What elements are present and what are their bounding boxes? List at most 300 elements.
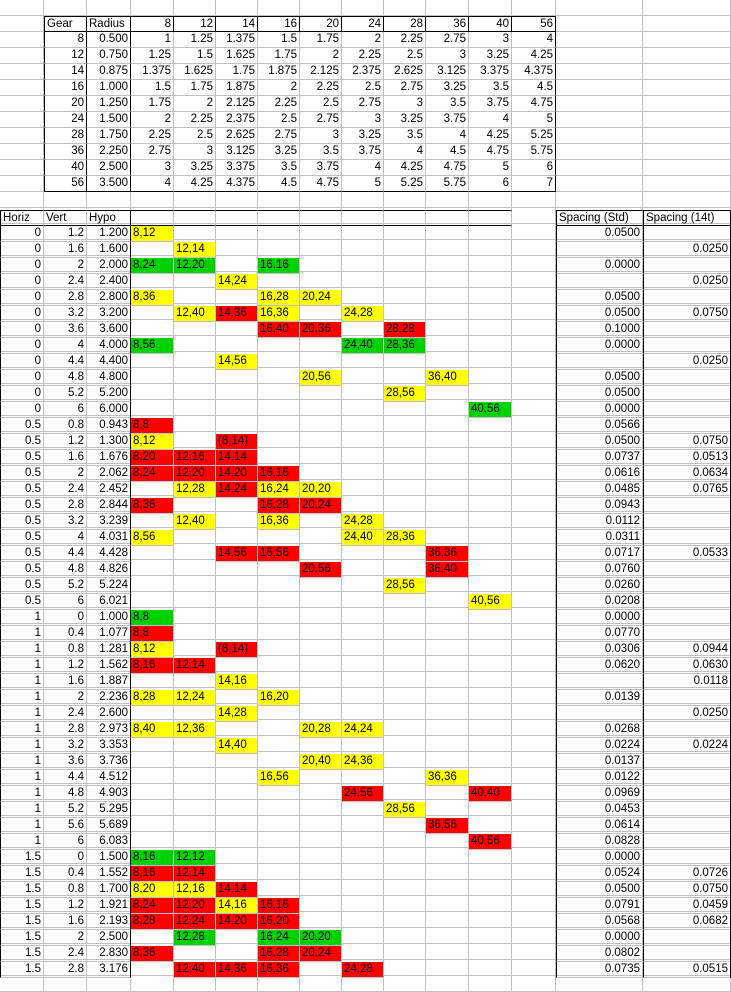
empty-cell[interactable] [469, 688, 512, 704]
empty-cell[interactable] [384, 400, 426, 416]
empty-cell[interactable] [384, 256, 426, 272]
spacing-std-cell[interactable]: 0.0943 [556, 498, 643, 514]
gear-table-cell[interactable]: 2 [258, 80, 300, 96]
gear-table-cell[interactable]: 4.375 [216, 176, 258, 192]
vert-cell[interactable]: 1.2 [44, 658, 87, 674]
vert-cell[interactable]: 3.6 [44, 322, 87, 338]
empty-cell[interactable] [512, 560, 556, 576]
spacing-std-cell[interactable]: 0.0969 [556, 786, 643, 802]
gear-table-cell[interactable]: 1.375 [131, 64, 174, 80]
gear-table-cell[interactable]: 4.25 [384, 160, 426, 176]
spacing-std-cell[interactable] [556, 242, 643, 258]
empty-cell[interactable] [174, 224, 216, 240]
empty-cell[interactable] [342, 768, 384, 784]
gear-table-cell[interactable]: 3.75 [426, 112, 469, 128]
gear-table-cell[interactable]: 1.25 [131, 48, 174, 64]
empty-cell[interactable] [426, 496, 469, 512]
spacing-header-cell[interactable] [342, 210, 384, 226]
horiz-cell[interactable]: 1 [0, 706, 44, 722]
horiz-cell[interactable]: 1.5 [0, 930, 44, 946]
gear-table-cell[interactable]: 3.25 [384, 112, 426, 128]
empty-cell[interactable] [131, 320, 174, 336]
empty-cell[interactable] [512, 192, 556, 208]
gear-table-cell[interactable]: 3.5 [384, 128, 426, 144]
hypo-cell[interactable]: 1.500 [87, 850, 131, 866]
gear-table-cell[interactable]: 5 [469, 160, 512, 176]
horiz-cell[interactable]: 0.5 [0, 530, 44, 546]
empty-cell[interactable] [216, 0, 258, 16]
empty-cell[interactable] [300, 784, 342, 800]
spacing-14t-cell[interactable]: 0.0250 [643, 354, 731, 370]
empty-cell[interactable] [216, 816, 258, 832]
gear-pair-cell[interactable]: 16,16 [258, 258, 300, 274]
spacing-14t-cell[interactable] [643, 626, 731, 642]
empty-cell[interactable] [556, 192, 643, 208]
empty-cell[interactable] [174, 592, 216, 608]
empty-cell[interactable] [300, 816, 342, 832]
gear-pair-cell[interactable]: 8,28 [131, 690, 174, 706]
gear-table-cell[interactable]: 4 [131, 176, 174, 192]
empty-cell[interactable] [469, 752, 512, 768]
gear-header-cell[interactable]: 8 [131, 16, 174, 32]
spacing-std-cell[interactable]: 0.0311 [556, 530, 643, 546]
vert-cell[interactable]: 0 [44, 610, 87, 626]
spacing-14t-cell[interactable] [643, 786, 731, 802]
empty-cell[interactable] [174, 320, 216, 336]
gear-table-cell[interactable]: 1.25 [174, 32, 216, 48]
empty-cell[interactable] [300, 432, 342, 448]
empty-cell[interactable] [469, 736, 512, 752]
empty-cell[interactable] [512, 736, 556, 752]
gear-pair-cell[interactable]: 16,24 [258, 930, 300, 946]
empty-cell[interactable] [174, 192, 216, 208]
spacing-14t-cell[interactable] [643, 530, 731, 546]
gear-table-cell[interactable]: 4.75 [512, 96, 556, 112]
empty-cell[interactable] [384, 864, 426, 880]
empty-cell[interactable] [384, 432, 426, 448]
horiz-cell[interactable]: 0.5 [0, 514, 44, 530]
gear-table-cell[interactable]: 20 [44, 96, 87, 112]
gear-table-cell[interactable]: 4 [469, 112, 512, 128]
horiz-cell[interactable]: 1 [0, 610, 44, 626]
empty-cell[interactable] [342, 704, 384, 720]
vert-cell[interactable]: 4.8 [44, 786, 87, 802]
vert-cell[interactable]: 6 [44, 834, 87, 850]
empty-cell[interactable] [216, 320, 258, 336]
gear-pair-cell[interactable]: 36,40 [426, 370, 469, 386]
spacing-14t-cell[interactable] [643, 386, 731, 402]
empty-cell[interactable] [469, 224, 512, 240]
empty-cell[interactable] [426, 224, 469, 240]
gear-pair-cell[interactable]: 12,40 [174, 306, 216, 322]
empty-cell[interactable] [512, 976, 556, 992]
spacing-14t-cell[interactable]: 0.0634 [643, 466, 731, 482]
empty-cell[interactable] [174, 752, 216, 768]
spacing-14t-cell[interactable] [643, 834, 731, 850]
empty-cell[interactable] [556, 0, 643, 16]
empty-cell[interactable] [512, 624, 556, 640]
empty-cell[interactable] [342, 672, 384, 688]
spacing-std-cell[interactable]: 0.0139 [556, 690, 643, 706]
spacing-header-cell[interactable]: Spacing (Std) [556, 210, 643, 226]
empty-cell[interactable] [426, 432, 469, 448]
vert-cell[interactable]: 0.8 [44, 418, 87, 434]
empty-cell[interactable] [469, 240, 512, 256]
gear-table-cell[interactable]: 5 [342, 176, 384, 192]
empty-cell[interactable] [131, 784, 174, 800]
empty-cell[interactable] [469, 272, 512, 288]
empty-cell[interactable] [384, 592, 426, 608]
spacing-std-cell[interactable]: 0.0828 [556, 834, 643, 850]
horiz-cell[interactable]: 1 [0, 770, 44, 786]
hypo-cell[interactable]: 0.943 [87, 418, 131, 434]
empty-cell[interactable] [342, 880, 384, 896]
empty-cell[interactable] [469, 480, 512, 496]
gear-header-cell[interactable]: 36 [426, 16, 469, 32]
gear-pair-cell[interactable]: 14,20 [216, 914, 258, 930]
gear-pair-cell[interactable]: 14,36 [216, 962, 258, 978]
hypo-cell[interactable]: 6.021 [87, 594, 131, 610]
hypo-cell[interactable]: 2.600 [87, 706, 131, 722]
empty-cell[interactable] [216, 256, 258, 272]
spacing-std-cell[interactable]: 0.0524 [556, 866, 643, 882]
empty-cell[interactable] [426, 512, 469, 528]
empty-cell[interactable] [512, 544, 556, 560]
gear-header-cell[interactable]: 12 [174, 16, 216, 32]
empty-cell[interactable] [426, 256, 469, 272]
gear-table-cell[interactable]: 1.000 [87, 80, 131, 96]
spacing-header-cell[interactable] [174, 210, 216, 226]
empty-cell[interactable] [384, 816, 426, 832]
empty-cell[interactable] [384, 704, 426, 720]
empty-cell[interactable] [512, 928, 556, 944]
empty-cell[interactable] [342, 944, 384, 960]
spacing-std-cell[interactable]: 0.0614 [556, 818, 643, 834]
vert-cell[interactable]: 5.6 [44, 818, 87, 834]
empty-cell[interactable] [384, 960, 426, 976]
spacing-14t-cell[interactable] [643, 290, 731, 306]
empty-cell[interactable] [216, 192, 258, 208]
vert-cell[interactable]: 1.2 [44, 898, 87, 914]
empty-cell[interactable] [426, 880, 469, 896]
empty-cell[interactable] [643, 144, 731, 160]
gear-pair-cell[interactable]: 28,56 [384, 578, 426, 594]
empty-cell[interactable] [426, 896, 469, 912]
empty-cell[interactable] [426, 400, 469, 416]
gear-table-cell[interactable]: 56 [44, 176, 87, 192]
empty-cell[interactable] [131, 704, 174, 720]
empty-cell[interactable] [643, 976, 731, 992]
empty-cell[interactable] [258, 272, 300, 288]
spacing-header-cell[interactable] [469, 210, 512, 226]
empty-cell[interactable] [0, 32, 44, 48]
empty-cell[interactable] [131, 816, 174, 832]
hypo-cell[interactable]: 1.600 [87, 242, 131, 258]
gear-header-cell[interactable]: 28 [384, 16, 426, 32]
empty-cell[interactable] [174, 816, 216, 832]
empty-cell[interactable] [556, 32, 643, 48]
gear-pair-cell[interactable]: 24,28 [342, 514, 384, 530]
empty-cell[interactable] [384, 368, 426, 384]
gear-table-cell[interactable]: 2.500 [87, 160, 131, 176]
horiz-cell[interactable]: 1 [0, 658, 44, 674]
gear-table-cell[interactable]: 36 [44, 144, 87, 160]
empty-cell[interactable] [342, 864, 384, 880]
horiz-cell[interactable]: 1 [0, 754, 44, 770]
gear-pair-cell[interactable]: 14,16 [216, 674, 258, 690]
empty-cell[interactable] [342, 464, 384, 480]
gear-pair-cell[interactable]: 14,16 [216, 898, 258, 914]
horiz-cell[interactable]: 1 [0, 722, 44, 738]
empty-cell[interactable] [131, 0, 174, 16]
gear-pair-cell[interactable]: 8,20 [131, 450, 174, 466]
hypo-cell[interactable]: 6.000 [87, 402, 131, 418]
empty-cell[interactable] [216, 720, 258, 736]
empty-cell[interactable] [512, 304, 556, 320]
empty-cell[interactable] [426, 976, 469, 992]
empty-cell[interactable] [300, 800, 342, 816]
spacing-std-cell[interactable]: 0.0224 [556, 738, 643, 754]
empty-cell[interactable] [469, 912, 512, 928]
gear-table-cell[interactable]: 3.75 [342, 144, 384, 160]
empty-cell[interactable] [426, 688, 469, 704]
empty-cell[interactable] [426, 592, 469, 608]
spacing-std-cell[interactable]: 0.0208 [556, 594, 643, 610]
horiz-cell[interactable]: 1.5 [0, 898, 44, 914]
gear-pair-cell[interactable]: 12,36 [174, 722, 216, 738]
gear-table-cell[interactable]: 2 [174, 96, 216, 112]
gear-table-cell[interactable]: 1.75 [174, 80, 216, 96]
empty-cell[interactable] [174, 768, 216, 784]
gear-pair-cell[interactable]: 16,20 [258, 914, 300, 930]
empty-cell[interactable] [342, 400, 384, 416]
empty-cell[interactable] [131, 368, 174, 384]
empty-cell[interactable] [556, 128, 643, 144]
empty-cell[interactable] [258, 416, 300, 432]
empty-cell[interactable] [512, 864, 556, 880]
empty-cell[interactable] [258, 816, 300, 832]
empty-cell[interactable] [469, 448, 512, 464]
gear-pair-cell[interactable]: 14,36 [216, 306, 258, 322]
gear-pair-cell[interactable]: 24,28 [342, 306, 384, 322]
gear-table-cell[interactable]: 3.5 [469, 80, 512, 96]
gear-pair-cell[interactable]: 14,28 [216, 706, 258, 722]
hypo-cell[interactable]: 4.000 [87, 338, 131, 354]
gear-table-cell[interactable]: 2.25 [131, 128, 174, 144]
empty-cell[interactable] [0, 976, 44, 992]
gear-pair-cell[interactable]: 24,36 [342, 754, 384, 770]
spacing-std-cell[interactable]: 0.0000 [556, 850, 643, 866]
gear-table-cell[interactable]: 3.500 [87, 176, 131, 192]
empty-cell[interactable] [342, 928, 384, 944]
gear-pair-cell[interactable]: 28,56 [384, 386, 426, 402]
hypo-cell[interactable]: 1.700 [87, 882, 131, 898]
gear-table-cell[interactable]: 6 [512, 160, 556, 176]
empty-cell[interactable] [469, 880, 512, 896]
gear-pair-cell[interactable]: 8,12 [131, 226, 174, 242]
empty-cell[interactable] [216, 608, 258, 624]
empty-cell[interactable] [469, 576, 512, 592]
empty-cell[interactable] [643, 128, 731, 144]
hypo-cell[interactable]: 5.295 [87, 802, 131, 818]
gear-pair-cell[interactable]: 20,40 [300, 754, 342, 770]
empty-cell[interactable] [174, 496, 216, 512]
empty-cell[interactable] [512, 528, 556, 544]
empty-cell[interactable] [174, 560, 216, 576]
empty-cell[interactable] [643, 96, 731, 112]
empty-cell[interactable] [174, 336, 216, 352]
empty-cell[interactable] [300, 688, 342, 704]
gear-pair-cell[interactable]: 12,24 [174, 690, 216, 706]
empty-cell[interactable] [556, 976, 643, 992]
spacing-14t-cell[interactable] [643, 498, 731, 514]
empty-cell[interactable] [384, 976, 426, 992]
gear-pair-cell[interactable]: 16,20 [258, 690, 300, 706]
empty-cell[interactable] [512, 0, 556, 16]
empty-cell[interactable] [426, 624, 469, 640]
empty-cell[interactable] [512, 464, 556, 480]
hypo-cell[interactable]: 1.887 [87, 674, 131, 690]
spacing-14t-cell[interactable] [643, 818, 731, 834]
gear-pair-cell[interactable]: 20,36 [300, 322, 342, 338]
gear-table-cell[interactable]: 3.25 [258, 144, 300, 160]
empty-cell[interactable] [258, 608, 300, 624]
empty-cell[interactable] [0, 128, 44, 144]
gear-table-cell[interactable]: 2.375 [216, 112, 258, 128]
spacing-std-cell[interactable]: 0.0000 [556, 338, 643, 354]
gear-table-cell[interactable]: 1.875 [216, 80, 258, 96]
gear-pair-cell[interactable]: 16,56 [258, 770, 300, 786]
gear-table-cell[interactable]: 1.625 [216, 48, 258, 64]
empty-cell[interactable] [426, 800, 469, 816]
horiz-cell[interactable]: 0.5 [0, 418, 44, 434]
horiz-cell[interactable]: 1 [0, 738, 44, 754]
empty-cell[interactable] [258, 864, 300, 880]
empty-cell[interactable] [512, 480, 556, 496]
gear-pair-cell[interactable]: 14,20 [216, 466, 258, 482]
gear-table-cell[interactable]: 5.75 [512, 144, 556, 160]
vert-cell[interactable]: 0.4 [44, 626, 87, 642]
empty-cell[interactable] [300, 640, 342, 656]
horiz-cell[interactable]: 0.5 [0, 578, 44, 594]
empty-cell[interactable] [384, 192, 426, 208]
empty-cell[interactable] [0, 160, 44, 176]
empty-cell[interactable] [469, 976, 512, 992]
gear-pair-cell[interactable]: 36,56 [426, 818, 469, 834]
gear-table-cell[interactable]: 5 [512, 112, 556, 128]
vert-cell[interactable]: 5.2 [44, 802, 87, 818]
empty-cell[interactable] [258, 592, 300, 608]
empty-cell[interactable] [512, 256, 556, 272]
gear-pair-cell[interactable]: 40,56 [469, 594, 512, 610]
gear-table-cell[interactable]: 3.75 [300, 160, 342, 176]
horiz-cell[interactable]: 1 [0, 642, 44, 658]
gear-table-cell[interactable]: 3.125 [426, 64, 469, 80]
empty-cell[interactable] [174, 272, 216, 288]
empty-cell[interactable] [342, 352, 384, 368]
empty-cell[interactable] [469, 848, 512, 864]
empty-cell[interactable] [216, 864, 258, 880]
empty-cell[interactable] [643, 64, 731, 80]
empty-cell[interactable] [174, 544, 216, 560]
empty-cell[interactable] [216, 928, 258, 944]
gear-table-cell[interactable]: 4 [384, 144, 426, 160]
gear-pair-cell[interactable]: 28,36 [384, 530, 426, 546]
empty-cell[interactable] [426, 240, 469, 256]
empty-cell[interactable] [512, 704, 556, 720]
empty-cell[interactable] [643, 112, 731, 128]
empty-cell[interactable] [87, 0, 131, 16]
spacing-14t-cell[interactable]: 0.0250 [643, 242, 731, 258]
vert-cell[interactable]: 2.8 [44, 722, 87, 738]
gear-table-cell[interactable]: 3.5 [300, 144, 342, 160]
spacing-header-cell[interactable] [216, 210, 258, 226]
vert-cell[interactable]: 1.6 [44, 242, 87, 258]
empty-cell[interactable] [512, 960, 556, 976]
empty-cell[interactable] [512, 576, 556, 592]
empty-cell[interactable] [342, 656, 384, 672]
gear-pair-cell[interactable]: 16,16 [258, 466, 300, 482]
empty-cell[interactable] [131, 800, 174, 816]
horiz-cell[interactable]: 1 [0, 802, 44, 818]
gear-pair-cell[interactable]: 8,20 [131, 882, 174, 898]
empty-cell[interactable] [258, 0, 300, 16]
hypo-cell[interactable]: 2.193 [87, 914, 131, 930]
empty-cell[interactable] [216, 592, 258, 608]
empty-cell[interactable] [131, 960, 174, 976]
empty-cell[interactable] [300, 656, 342, 672]
gear-pair-cell[interactable]: 12,40 [174, 514, 216, 530]
spacing-std-cell[interactable]: 0.0500 [556, 290, 643, 306]
gear-table-cell[interactable]: 4 [426, 128, 469, 144]
empty-cell[interactable] [426, 784, 469, 800]
empty-cell[interactable] [512, 672, 556, 688]
spacing-14t-cell[interactable] [643, 578, 731, 594]
empty-cell[interactable] [512, 208, 556, 224]
vert-cell[interactable]: 2 [44, 258, 87, 274]
vert-cell[interactable]: 2 [44, 466, 87, 482]
empty-cell[interactable] [469, 720, 512, 736]
empty-cell[interactable] [300, 672, 342, 688]
spacing-14t-cell[interactable]: 0.0750 [643, 434, 731, 450]
gear-table-cell[interactable]: 6 [469, 176, 512, 192]
horiz-cell[interactable]: 0 [0, 226, 44, 242]
gear-table-cell[interactable]: 5.25 [384, 176, 426, 192]
gear-table-cell[interactable]: 40 [44, 160, 87, 176]
empty-cell[interactable] [216, 848, 258, 864]
gear-pair-cell[interactable]: 16,24 [258, 482, 300, 498]
gear-table-cell[interactable]: 4.5 [426, 144, 469, 160]
empty-cell[interactable] [384, 944, 426, 960]
spacing-std-cell[interactable]: 0.0137 [556, 754, 643, 770]
horiz-cell[interactable]: 0.5 [0, 466, 44, 482]
empty-cell[interactable] [131, 384, 174, 400]
horiz-cell[interactable]: 0 [0, 402, 44, 418]
empty-cell[interactable] [300, 448, 342, 464]
empty-cell[interactable] [512, 784, 556, 800]
gear-table-cell[interactable]: 24 [44, 112, 87, 128]
empty-cell[interactable] [300, 880, 342, 896]
hypo-cell[interactable]: 1.676 [87, 450, 131, 466]
empty-cell[interactable] [512, 448, 556, 464]
empty-cell[interactable] [512, 848, 556, 864]
empty-cell[interactable] [643, 80, 731, 96]
empty-cell[interactable] [131, 272, 174, 288]
empty-cell[interactable] [342, 288, 384, 304]
spacing-std-cell[interactable]: 0.0802 [556, 946, 643, 962]
spacing-header-cell[interactable] [300, 210, 342, 226]
empty-cell[interactable] [384, 304, 426, 320]
